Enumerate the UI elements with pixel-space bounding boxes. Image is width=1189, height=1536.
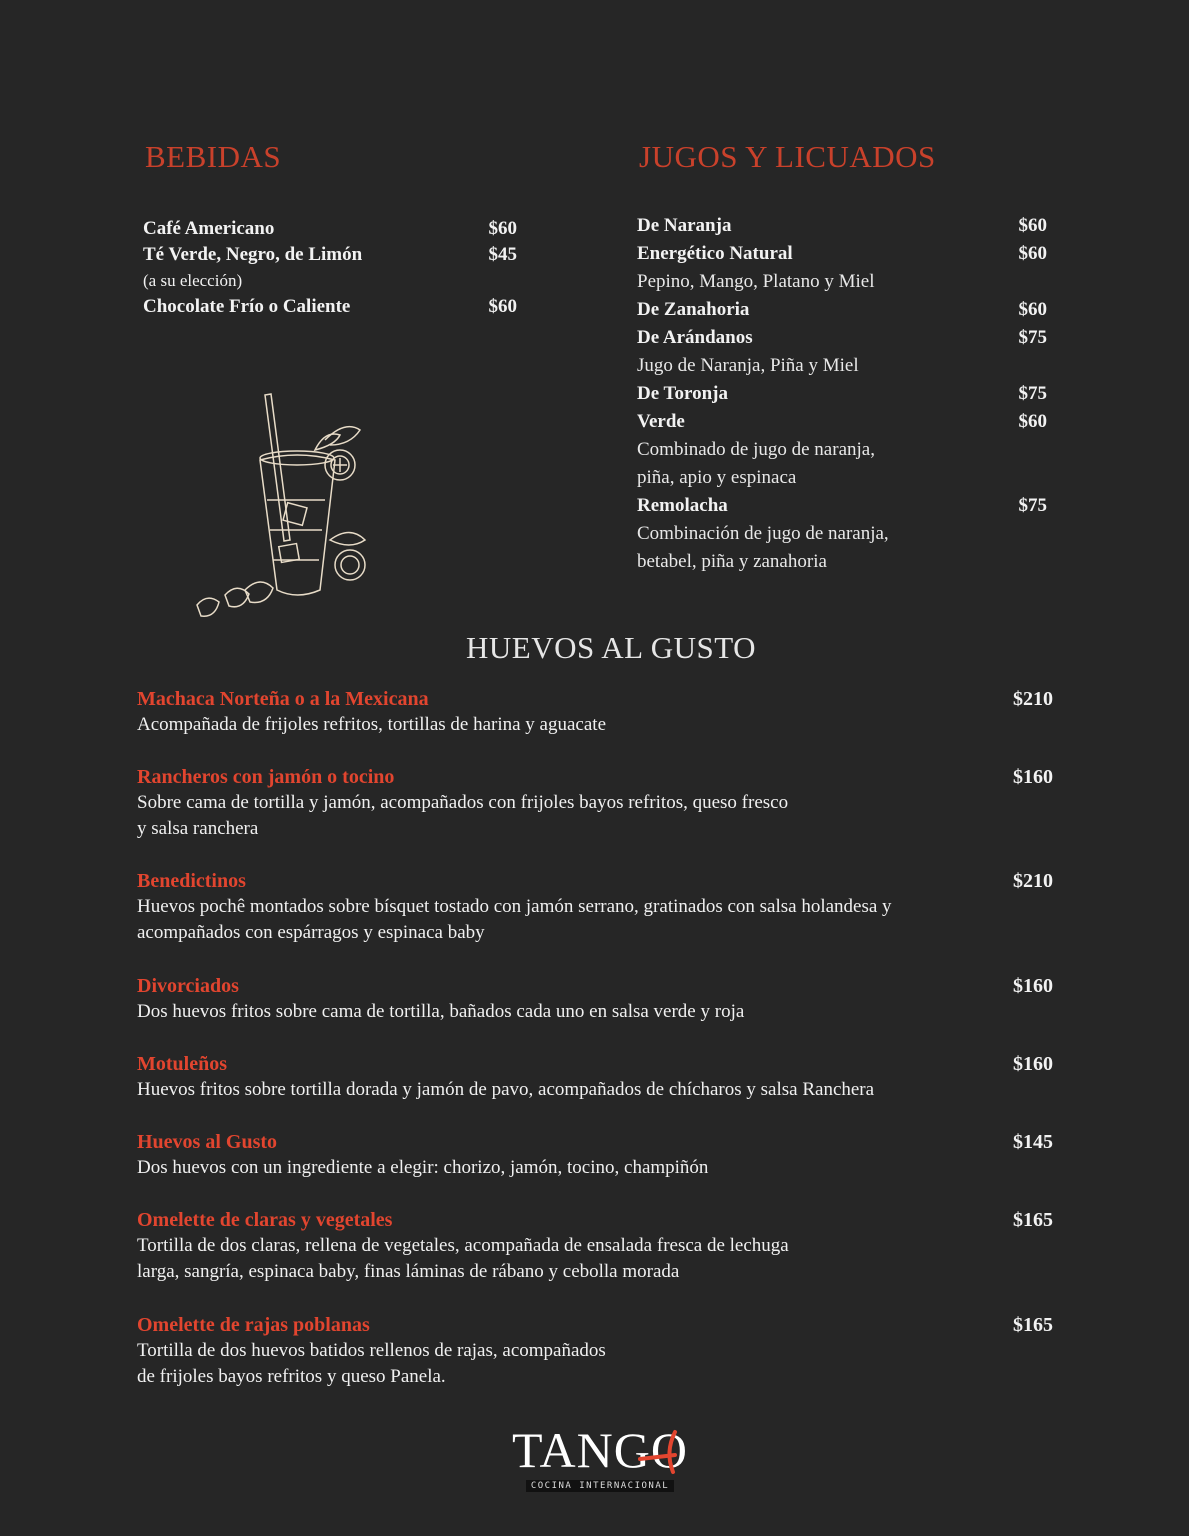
menu-item (137, 1129, 1053, 1181)
jugos-list (637, 212, 1047, 576)
item-price: $60 (488, 296, 517, 317)
item-description: larga, sangría, espinaca baby, finas láminas de rábano y cebolla morada (137, 1261, 680, 1282)
item-price: $210 (1013, 688, 1053, 710)
item-description: betabel, piña y zanahoria (637, 551, 827, 572)
item-name: Té Verde, Negro, de Limón (143, 244, 363, 265)
item-header (137, 1312, 1053, 1338)
menu-item (637, 380, 1047, 408)
menu-item (637, 324, 1047, 352)
item-description: Dos huevos con un ingrediente a elegir: chorizo, jamón, tocino, champiñón (137, 1157, 709, 1178)
section-title-jugos: JUGOS Y LICUADOS (639, 139, 936, 174)
menu-item (143, 294, 517, 320)
item-header (137, 764, 1053, 790)
tango-logo (500, 1422, 700, 1493)
item-header (137, 686, 1053, 712)
menu-item (137, 1051, 1053, 1103)
item-name: Café Americano (143, 218, 275, 239)
item-name: Divorciados (137, 975, 239, 997)
item-price: $165 (1013, 1314, 1053, 1336)
item-name: Benedictinos (137, 870, 246, 892)
item-name: Omelette de rajas poblanas (137, 1314, 370, 1336)
item-price: $60 (1018, 411, 1047, 432)
item-header (137, 1051, 1053, 1077)
menu-item (137, 686, 1053, 738)
item-description: Combinación de jugo de naranja, (637, 523, 889, 544)
item-name: Energético Natural (637, 243, 793, 264)
item-description: Acompañada de frijoles refritos, tortillas de harina y aguacate (137, 714, 606, 735)
item-price: $210 (1013, 870, 1053, 892)
menu-item (143, 242, 517, 268)
item-price: $60 (488, 218, 517, 239)
item-header (137, 973, 1053, 999)
item-description: Sobre cama de tortilla y jamón, acompañados con frijoles bayos refritos, queso fresco (137, 792, 789, 813)
item-name: De Toronja (637, 383, 728, 404)
item-name: De Zanahoria (637, 299, 750, 320)
item-name: Machaca Norteña o a la Mexicana (137, 688, 429, 710)
bebidas-list (143, 216, 517, 320)
section-title-bebidas: BEBIDAS (145, 139, 282, 174)
menu-item (637, 212, 1047, 240)
item-price: $60 (1018, 299, 1047, 320)
item-name: Motuleños (137, 1053, 227, 1075)
item-price: $160 (1013, 1053, 1053, 1075)
menu-item (143, 216, 517, 242)
logo-wordmark: TANGO (512, 1422, 688, 1478)
section-title-huevos: HUEVOS AL GUSTO (466, 630, 756, 665)
item-description: acompañados con espárragos y espinaca baby (137, 922, 485, 943)
item-price: $45 (488, 244, 517, 265)
menu-item (637, 408, 1047, 436)
menu-item (637, 492, 1047, 520)
item-price: $75 (1018, 495, 1047, 516)
item-price: $75 (1018, 383, 1047, 404)
item-description: Tortilla de dos huevos batidos rellenos de rajas, acompañados (137, 1340, 606, 1361)
item-name: Remolacha (637, 495, 728, 516)
item-price: $160 (1013, 975, 1053, 997)
item-description: Huevos pochê montados sobre bísquet tostado con jamón serrano, gratinados con salsa holandesa y (137, 896, 892, 917)
item-price: $75 (1018, 327, 1047, 348)
menu-item (637, 296, 1047, 324)
item-header (137, 1129, 1053, 1155)
item-description: piña, apio y espinaca (637, 467, 797, 488)
logo-four-mark-icon (635, 1427, 695, 1477)
item-price: $165 (1013, 1209, 1053, 1231)
item-description: y salsa ranchera (137, 818, 259, 839)
item-description: Jugo de Naranja, Piña y Miel (637, 355, 859, 376)
item-name: Chocolate Frío o Caliente (143, 296, 351, 317)
menu-item (137, 1312, 1053, 1390)
item-price: $145 (1013, 1131, 1053, 1153)
item-name: De Naranja (637, 215, 732, 236)
menu-item (137, 973, 1053, 1025)
item-price: $60 (1018, 243, 1047, 264)
logo-subtitle: COCINA INTERNACIONAL (526, 1480, 674, 1492)
item-price: $60 (1018, 215, 1047, 236)
item-header (137, 868, 1053, 894)
item-note: (a su elección) (143, 271, 243, 290)
item-name: Omelette de claras y vegetales (137, 1209, 393, 1231)
item-header (137, 1207, 1053, 1233)
item-name: Huevos al Gusto (137, 1131, 278, 1153)
menu-item (137, 1207, 1053, 1285)
item-name: Rancheros con jamón o tocino (137, 766, 395, 788)
item-description: Combinado de jugo de naranja, (637, 439, 875, 460)
item-description: Dos huevos fritos sobre cama de tortilla, bañados cada uno en salsa verde y roja (137, 1001, 745, 1022)
item-description: Huevos fritos sobre tortilla dorada y jamón de pavo, acompañados de chícharos y salsa Ranchera (137, 1079, 875, 1100)
drink-illustration-icon (185, 390, 375, 625)
item-description: Pepino, Mango, Platano y Miel (637, 271, 875, 292)
menu-item (637, 240, 1047, 268)
item-price: $160 (1013, 766, 1053, 788)
menu-item (137, 868, 1053, 946)
menu-item (137, 764, 1053, 842)
item-name: Verde (637, 411, 685, 432)
item-name: De Arándanos (637, 327, 753, 348)
item-description: Tortilla de dos claras, rellena de vegetales, acompañada de ensalada fresca de lechuga (137, 1235, 789, 1256)
item-description: de frijoles bayos refritos y queso Panela. (137, 1366, 446, 1387)
